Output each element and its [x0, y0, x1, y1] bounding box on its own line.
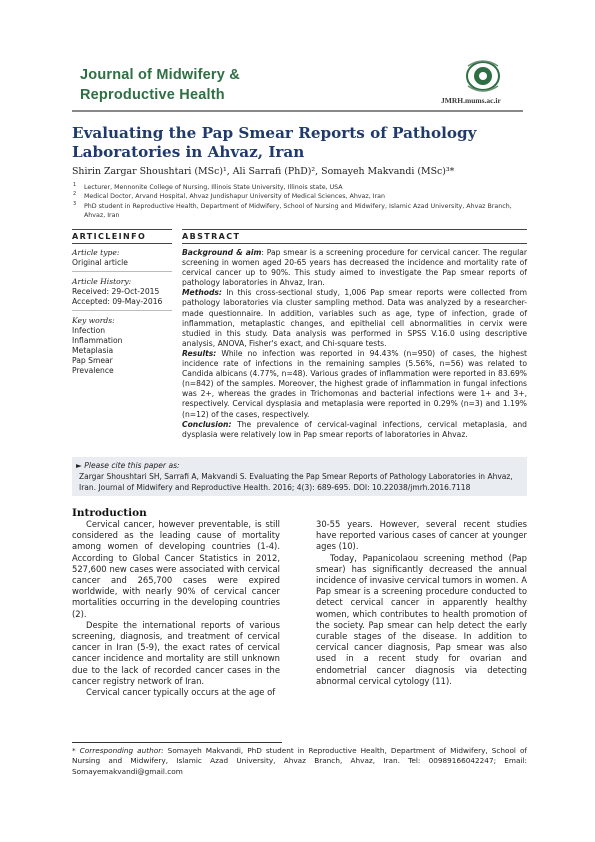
journal-logo-icon: [460, 58, 506, 94]
body-column-left: [72, 519, 280, 698]
keyword: Pap Smear: [72, 356, 113, 365]
keyword: Inflammation: [72, 336, 123, 345]
keyword: Prevalence: [72, 366, 114, 375]
keyword: Infection: [72, 326, 106, 335]
body-paragraph: Despite the international reports of various screening, diagnosis, and treatment of cervical cancer in Iran (5-9), the exact rates of cervical cancer incidence and mortality are still unknown due to the lack of recorded cancer cases in the cancer registry network of Iran.: [72, 619, 280, 686]
abstract-heading: ABSTRACT: [182, 232, 241, 241]
article-type-value: Original article: [72, 258, 128, 267]
keywords-label: Key words:: [72, 316, 115, 325]
article-authors: Shirin Zargar Shoushtari (MSc)¹, Ali Sarrafi (PhD)², Somayeh Makvandi (MSc)³*: [72, 166, 455, 177]
abstract-methods: Methods: In this cross-sectional study, 1,006 Pap smear reports were collected from pathology laboratories via cluster sampling method. Data was analyzed by a researcher-made questionnaire. In addition, variables such as age, type of infection, grade of inflammation, metaplastic changes, and epithelial cell abnormalities in cervix were studied in this study. Data analysis was performed in SPSS V.16.0 using descriptive analysis, ANOVA, Fisher's exact, and Chi-square tests.: [182, 288, 527, 348]
body-paragraph: 30-55 years. However, several recent studies have reported various cases of cancer at younger ages (10).: [316, 519, 527, 552]
journal-name-line2: Reproductive Health: [80, 87, 225, 103]
footnote-rule: [72, 742, 282, 743]
citation-label: ► Please cite this paper as:: [76, 461, 180, 470]
info-separator: [72, 271, 172, 272]
keyword: Metaplasia: [72, 346, 114, 355]
body-paragraph: Today, Papanicolaou screening method (Pap smear) has significantly decreased the annual incidence of invasive cervical tumors in women. A Pap smear is a screening procedure conducted to detect cervical cancer in apparently healthy women, which contributes to health promotion of the society. Pap smear can help detect the early curable stages of the disease. In addition to cervical cancer diagnosis, Pap smear was also used in a recent study for ovarian and endometrial cancer diagnosis via detecting abnormal cervical cytology (11).: [316, 552, 527, 686]
article-info-heading: ARTICLEINFO: [72, 232, 147, 241]
info-separator: [72, 310, 172, 311]
affiliation-item: 3 PhD student in Reproductive Health, Department of Midwifery, School of Nursing and Midwifery, Islamic Azad University, Ahvaz Branch, Ahvaz, Iran: [73, 200, 512, 219]
header-divider: [72, 110, 523, 112]
journal-url: JMRH.mums.ac.ir: [441, 96, 501, 105]
abstract-rule-bottom: [182, 243, 527, 244]
arrow-icon: ►: [76, 461, 82, 470]
article-history-label: Article History:: [72, 277, 132, 286]
journal-header: [72, 58, 532, 108]
article-info-column: [72, 248, 172, 376]
article-title: Evaluating the Pap Smear Reports of Pathology Laboratories in Ahvaz, Iran: [72, 124, 477, 161]
body-paragraph: Cervical cancer, however preventable, is still considered as the leading cause of mortality among women of developing countries (1-4). According to Global Cancer Statistics in 2012, 527,600 new cases were associated with cervical cancer and 265,700 cases were expired worldwide, with nearly 90% of cervical cancer mortalities occurring in the developing countries (2).: [72, 519, 280, 619]
abstract-rule-top: [182, 229, 527, 230]
journal-name-line1: Journal of Midwifery &: [80, 67, 240, 83]
corresponding-author-footnote: * Corresponding author: Somayeh Makvandi, PhD student in Reproductive Health, Department of Midwifery, School of Nursing and Midwifery, Islamic Azad University, Ahvaz Branch, Ahvaz, Iran. Tel: 00989166042247; Email: Somayemakvandi@gmail.com: [72, 746, 527, 776]
info-rule-top: [72, 229, 172, 230]
article-type-label: Article type:: [72, 248, 120, 257]
affiliations: [72, 183, 527, 220]
abstract-body: [182, 248, 527, 440]
body-column-right: [316, 519, 527, 687]
body-paragraph: Cervical cancer typically occurs at the age of: [86, 687, 276, 698]
abstract-conclusion: Conclusion: The prevalence of cervical-vaginal infections, cervical metaplasia, and dysplasia were relatively low in Pap smear reports of laboratories in Ahvaz.: [182, 419, 527, 439]
received-date: Received: 29-Oct-2015: [72, 287, 160, 296]
citation-text: Zargar Shoushtari SH, Sarrafi A, Makvandi S. Evaluating the Pap Smear Reports of Pathology Laboratories in Ahvaz, Iran. Journal of Midwifery and Reproductive Health. 2016; 4(3): 689-695. DOI: 10.22038/jmrh.2016.7118: [79, 472, 513, 492]
affiliation-item: 2 Medical Doctor, Arvand Hospital, Ahvaz Jundishapur University of Medical Sciences, Ahvaz, Iran: [73, 191, 385, 201]
info-rule-bottom: [72, 243, 172, 244]
abstract-results: Results: While no infection was reported in 94.43% (n=950) of cases, the highest incidence rate of infections in the remaining samples (5.56%, n=56) was related to Candida albicans (4.77%, n=48). Various grades of inflammation were reported in 83.69% (n=842) of the samples. Moreover, the highest grade of inflammation in fungal infections was 2+, whereas the grades in Trichomonas and bacterial infections were 1+ and 3+, respectively. Cervical dysplasia and metaplasia were reported in 0.29% (n=3) and 1.19% (n=12) of the cases, respectively.: [182, 348, 527, 419]
abstract-background: Background & aim: Pap smear is a screening procedure for cervical cancer. The regular screening in women aged 20-65 years has decreased the incidence and mortality rate of cervical cancer up to 90%. This study aimed to investigate the Pap smear reports of pathology laboratories in Ahvaz, Iran.: [182, 248, 527, 288]
introduction-heading: Introduction: [72, 507, 147, 519]
affiliation-item: 1 Lecturer, Mennonite College of Nursing, Illinois State University, Illinois state, USA: [73, 182, 343, 191]
accepted-date: Accepted: 09-May-2016: [72, 297, 163, 306]
